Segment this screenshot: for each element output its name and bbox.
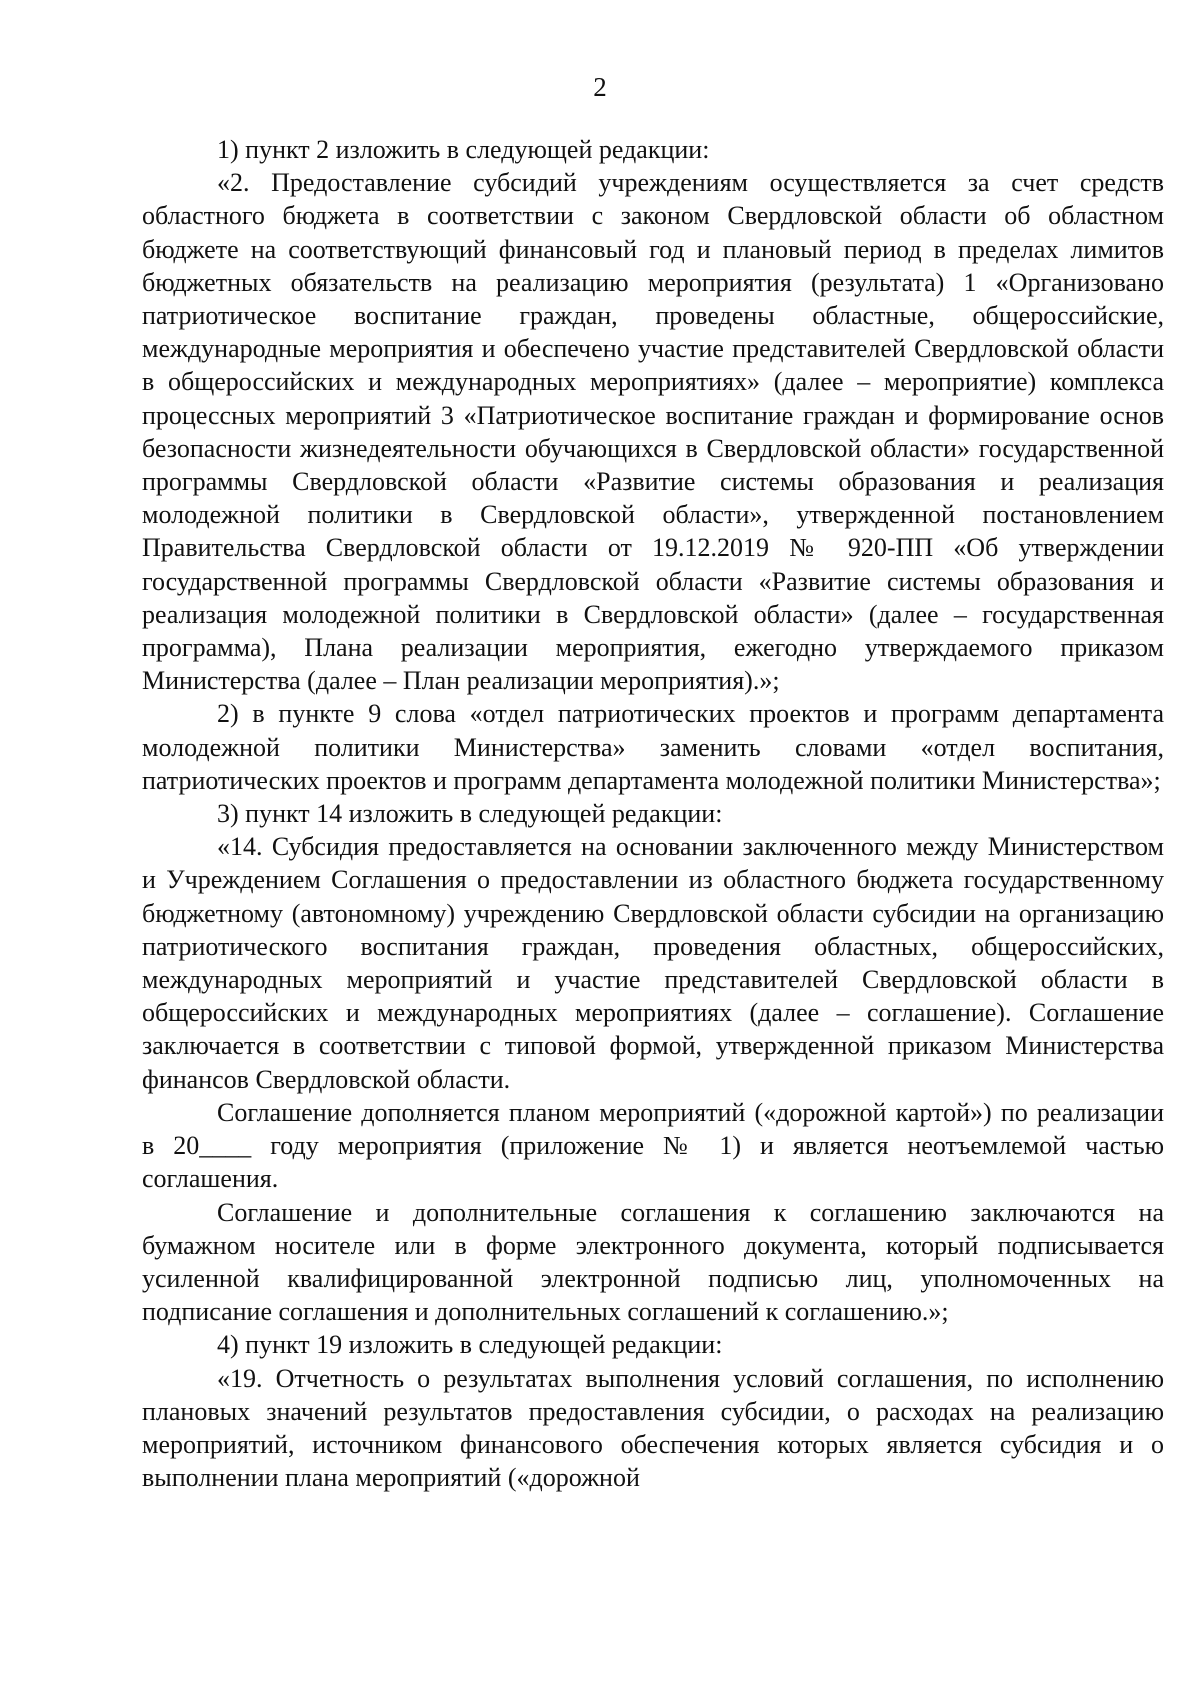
paragraph-agreements-text: Соглашение и дополнительные соглашения к соглашению заключаются на бумажном носителе или в форме электронного документа, который подписывается усиленной квалифицированной электронной подписью лиц, уполномоченных на подписание соглашения и дополнительных соглашений к соглашению.»; bbox=[142, 1197, 1164, 1327]
paragraph-item-4-heading: 4) пункт 19 изложить в следующей редакции: bbox=[217, 1330, 723, 1360]
page-number: 2 bbox=[593, 72, 607, 102]
paragraph-roadmap-text: Соглашение дополняется планом мероприятий («дорожной картой») по реализации в 20____ году мероприятия (приложение № 1) и является неотъемлемой частью соглашения. bbox=[142, 1097, 1164, 1194]
paragraph-item-2-amendment: 2) в пункте 9 слова «отдел патриотических проектов и программ департамента молодежной политики Министерства» заменить словами «отдел воспитания, патриотических проектов и программ департамента молодежной политики Министерства»; bbox=[142, 699, 1164, 795]
paragraph-item-3-heading: 3) пункт 14 изложить в следующей редакции: bbox=[217, 799, 723, 829]
paragraph-point-2-text: «2. Предоставление субсидий учреждениям осуществляется за счет средств областного бюджета в соответствии с законом Свердловской области об областном бюджете на соответствующий финансовый год и плановый период в пределах лимитов бюджетных обязательств на реализацию мероприятия (результата) 1 «Организовано патриотическое воспитание граждан, проведены областные, общероссийские, международные мероприятия и обеспечено участие представителей Свердловской области в общероссийских и международных мероприятиях» (далее – мероприятие) комплекса процессных мероприятий 3 «Патриотическое воспитание граждан и формирование основ безопасности жизнедеятельности обучающихся в Свердловской области» государственной программы Свердловской области «Развитие системы образования и реализация молодежной политики в Свердловской области», утвержденной постановлением Правительства Свердловской области от 19.12.2019 № 920-ПП «Об утверждении государственной программы Свердловской области «Развитие системы образования и реализация молодежной политики в Свердловской области» (далее – государственная программа), Плана реализации мероприятия, ежегодно утверждаемого приказом Министерства (далее – План реализации мероприятия).»; bbox=[142, 168, 1164, 696]
paragraph-point-19-text: «19. Отчетность о результатах выполнения условий соглашения, по исполнению плановых значений результатов предоставления субсидии, о расходах на реализацию мероприятий, источником финансового обеспечения которых является субсидия и о выполнении плана мероприятий («дорожной bbox=[142, 1363, 1164, 1493]
paragraph-point-14-text: «14. Субсидия предоставляется на основании заключенного между Министерством и Учреждением Соглашения о предоставлении из областного бюджета государственному бюджетному (автономному) учреждению Свердловской области субсидии на организацию патриотического воспитания граждан, проведения областных, общероссийских, международных мероприятий и участие представителей Свердловской области в общероссийских и международных мероприятиях (далее – соглашение). Соглашение заключается в соответствии с типовой формой, утвержденной приказом Министерства финансов Свердловской области. bbox=[142, 832, 1164, 1094]
paragraph-item-1-heading: 1) пункт 2 изложить в следующей редакции: bbox=[217, 135, 710, 164]
document-body bbox=[142, 133, 1164, 1494]
